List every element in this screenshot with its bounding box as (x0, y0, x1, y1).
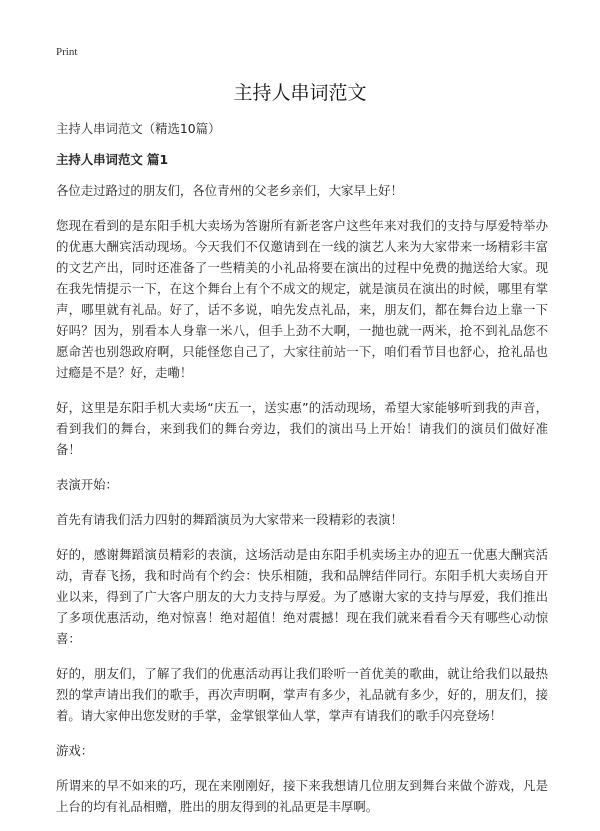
paragraph-singer-intro: 好的，朋友们，了解了我们的优惠活动再让我们聆听一首优美的歌曲，就让给我们以最热烈的掌声请出我们的歌手，再次声明啊，掌声有多少，礼品就有多少，好的，朋友们，接着。请大家伸出您发财的手掌，金掌银掌仙人掌，掌声有请我们的歌手闪亮登场！ (56, 666, 548, 723)
paragraph-opening: 好，这里是东阳手机大卖场“庆五一，送实惠”的活动现场，希望大家能够听到我的声音，看到我们的舞台，来到我们的舞台旁边，我们的演出马上开始！请我们的演员们做好准备！ (56, 400, 548, 457)
document-body (56, 118, 548, 831)
paragraph-dance-intro: 首先有请我们活力四射的舞蹈演员为大家带来一段精彩的表演！ (56, 512, 403, 527)
paragraph-game-intro: 所谓来的早不如来的巧，现在来刚刚好，接下来我想请几位朋友到舞台来做个游戏，凡是上台的均有礼品相赠，胜出的朋友得到的礼品更是丰厚啊。 (56, 778, 548, 814)
print-link[interactable]: Print (56, 46, 78, 58)
paragraph-greeting: 各位走过路过的朋友们，各位青州的父老乡亲们，大家早上好！ (56, 183, 403, 198)
paragraph-promotion: 好的，感谢舞蹈演员精彩的表演，这场活动是由东阳手机卖场主办的迎五一优惠大酬宾活动，青春飞扬，我和时尚有个约会：快乐相随，我和品牌结伴同行。东阳手机大卖场自开业以来，得到了广大客户朋友的大力支持与厚爱。为了感谢大家的支持与厚爱，我们推出了多项优惠活动，绝对惊喜！绝对超值！绝对震撼！现在我们就来看看今天有哪些心动惊喜： (56, 547, 548, 646)
page-title: 主持人串词范文 (233, 82, 367, 104)
document-subtitle: 主持人串词范文（精选10篇） (56, 121, 221, 136)
paragraph-intro: 您现在看到的是东阳手机大卖场为答谢所有新老客户这些年来对我们的支持与厚爱特举办的优惠大酬宾活动现场。今天我们不仅邀请到在一线的演艺人来为大家带来一场精彩丰富的文艺产出，同时还准备了一些精美的小礼品将要在演出的过程中免费的抛送给大家。现在我先情提示一下，在这个舞台上有个不成文的规定，就是演员在演出的时候，哪里有掌声，哪里就有礼品。好了，话不多说，咱先发点礼品，来，朋友们，都在舞台边上靠一下好吗？因为，别看本人身靠一米八，但手上劲不大啊，一抛也就一两米，抢不到礼品您不愿命苦也别怨政府啊，只能怪您自己了，大家往前站一下，咱们看节目也舒心，抢礼品也过瘾是不是？好，走嘞！ (56, 218, 548, 380)
section-heading: 主持人串词范文 篇1 (56, 152, 169, 167)
paragraph-performance-label: 表演开始： (56, 477, 118, 492)
paragraph-game-label: 游戏： (56, 743, 94, 758)
